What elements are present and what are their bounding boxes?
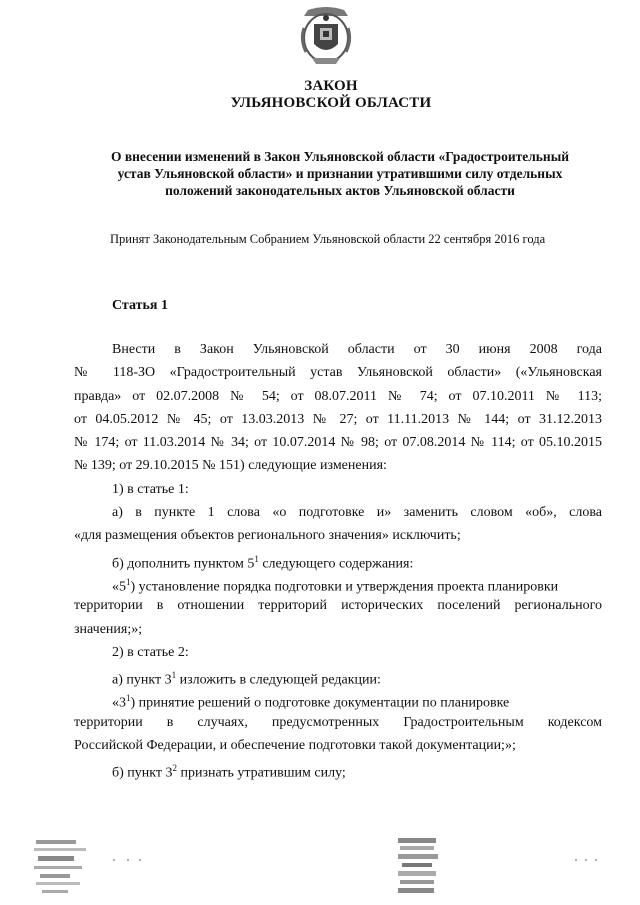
law-title-line1: ЗАКОН xyxy=(304,78,358,94)
adoption-note: Принят Законодательным Собранием Ульяновской области 22 сентября 2016 года xyxy=(110,232,546,246)
paragraph1-line2: № 118-ЗО «Градостроительный устав Ульяновской области» («Ульяновская xyxy=(74,365,602,381)
item1b-quote-line2: территории в отношении территорий исторических поселений регионального xyxy=(74,598,602,614)
item1b xyxy=(74,548,602,571)
item2a-quote-line3: Российской Федерации, и обеспечение подготовки такой документации;»; xyxy=(74,738,516,754)
quote-text: ) принятие решений о подготовке документации по планировке xyxy=(130,696,510,712)
article-body xyxy=(74,338,602,781)
item1b-text: б) дополнить пунктом 5 xyxy=(112,556,255,572)
item1b-text-end: следующего содержания: xyxy=(258,556,414,572)
quote-superscript: 1 xyxy=(126,576,131,587)
paragraph1-line6: № 139; от 29.10.2015 № 151) следующие изменения: xyxy=(74,458,387,474)
law-title xyxy=(0,78,640,112)
quote-start: «5 xyxy=(112,579,126,595)
law-subject xyxy=(70,148,610,199)
item2a-quote-line2: территории в случаях, предусмотренных Градостроительным кодексом xyxy=(74,714,602,730)
coat-of-arms-icon xyxy=(298,6,354,68)
quote-superscript: 1 xyxy=(126,693,131,704)
scan-dots-icon xyxy=(572,850,602,856)
item2a-superscript: 1 xyxy=(171,670,177,681)
quote-start: «3 xyxy=(112,696,126,712)
item2: 2) в статье 2: xyxy=(112,644,189,660)
item2a-quote-line1 xyxy=(74,687,602,710)
subject-line1: О внесении изменений в Закон Ульяновской области «Градостроительный xyxy=(110,149,570,164)
subject-line3: положений законодательных актов Ульяновской области xyxy=(165,183,515,198)
item1b-quote-line3: значения;»; xyxy=(74,621,143,637)
paragraph1-line3: правда» от 02.07.2008 № 54; от 08.07.2011 № 74; от 07.10.2011 № 113; xyxy=(74,388,602,404)
scan-dots-icon xyxy=(110,850,150,856)
paragraph1-line5: № 174; от 11.03.2014 № 34; от 10.07.2014 № 98; от 07.08.2014 № 114; от 05.10.2015 xyxy=(74,435,602,451)
item2b-superscript: 2 xyxy=(172,763,178,774)
item1: 1) в статье 1: xyxy=(112,481,189,497)
quote-text: ) установление порядка подготовки и утверждения проекта планировки xyxy=(130,579,559,595)
item2b xyxy=(74,757,602,780)
paragraph1-line1: Внести в Закон Ульяновской области от 30 июня 2008 года xyxy=(112,342,602,357)
item2a-text: а) пункт 3 xyxy=(112,672,172,688)
item2b-text-end: признать утратившим силу; xyxy=(177,766,346,781)
item1b-superscript: 1 xyxy=(254,553,259,564)
article-heading: Статья 1 xyxy=(112,298,168,313)
item1a-line2: «для размещения объектов регионального значения» исключить; xyxy=(74,528,461,544)
subject-line2: устав Ульяновской области» и признании утратившими силу отдельных xyxy=(117,166,563,181)
scan-noise-mark-icon xyxy=(398,836,440,896)
paragraph1-line4: от 04.05.2012 № 45; от 13.03.2013 № 27; от 11.11.2013 № 144; от 31.12.2013 xyxy=(74,411,602,427)
law-title-line2: УЛЬЯНОВСКОЙ ОБЛАСТИ xyxy=(230,95,432,111)
item2a xyxy=(74,664,602,687)
scan-noise-mark-icon xyxy=(34,836,94,896)
item2a-text-end: изложить в следующей редакции: xyxy=(176,672,381,688)
item1a-line1: а) в пункте 1 слова «о подготовке и» заменить словом «об», слова xyxy=(112,505,602,521)
item1b-quote-line1 xyxy=(74,571,602,594)
item2b-text: б) пункт 3 xyxy=(112,766,173,781)
